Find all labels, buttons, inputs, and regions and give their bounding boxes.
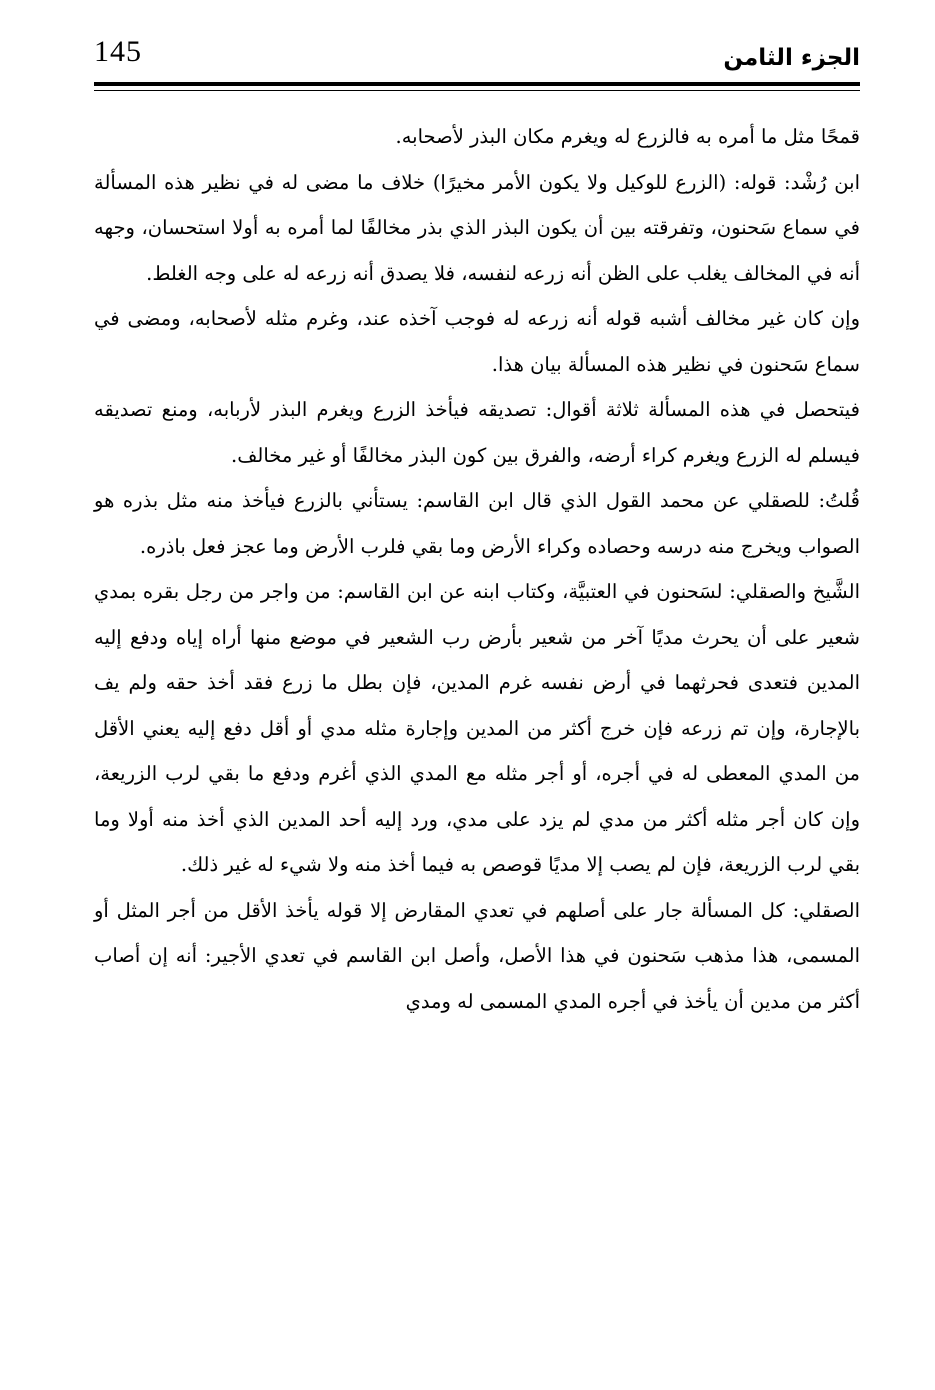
running-title: الجزء الثامن: [723, 45, 860, 71]
paragraph: الشَّيخ والصقلي: لسَحنون في العتبيَّة، وكتاب ابنه عن ابن القاسم: من واجر من رجل بقره بمدي شعير على أن يحرث مديًا آخر من شعير بأرض رب الشعير في موضع منها أراه إياه ودفع إليه المدين فتعدى فحرثهما في أرض نفسه غرم المدين، فإن بطل ما زرع فقد أخذ حقه ولم يف بالإجارة، وإن تم زرعه فإن خرج أكثر من المدين وإجارة مثله مدي أو أقل دفع إليه يعني الأقل من المدي المعطى له في أجره، أو أجر مثله مع المدي الذي أغرم ودفع ما بقي لرب الزريعة، وإن كان أجر مثله أكثر من مدي لم يزد على مدي، ورد إليه أحد المدين الذي أخذ منه أولا وما بقي لرب الزريعة، فإن لم يصب إلا مديًا قوصص به فيما أخذ منه ولا شيء له غير ذلك.: [94, 580, 860, 876]
page-number: 145: [94, 35, 142, 68]
paragraph: فيتحصل في هذه المسألة ثلاثة أقوال: تصديقه فيأخذ الزرع ويغرم البذر لأربابه، ومنع تصديقه فيسلم له الزرع ويغرم كراء أرضه، والفرق بين كون البذر مخالفًا أو غير مخالف.: [94, 398, 860, 467]
body-text: [94, 114, 860, 1024]
paragraph: قمحًا مثل ما أمره به فالزرع له ويغرم مكان البذر لأصحابه.: [395, 125, 860, 148]
paragraph: ابن رُشْد: قوله: (الزرع للوكيل ولا يكون الأمر مخيرًا) خلاف ما مضى له في نظير هذه المسألة في سماع سَحنون، وتفرقته بين أن يكون البذر الذي بذر مخالفًا لما أمره به أولا استحسان، وجهه أنه في المخالف يغلب على الظن أنه زرعه لنفسه، فلا يصدق أنه زرعه له على وجه الغلط.: [94, 170, 860, 285]
paragraph: الصقلي: كل المسألة جار على أصلهم في تعدي المقارض إلا قوله يأخذ الأقل من أجر المثل أو المسمى، هذا مذهب سَحنون في هذا الأصل، وأصل ابن القاسم في تعدي الأجير: أنه إن أصاب أكثر من مدين أن يأخذ في أجره المدي المسمى له ومدي: [94, 898, 860, 1013]
header-rule-thin: [94, 90, 860, 91]
header-rule-thick: [94, 82, 860, 86]
paragraph: وإن كان غير مخالف أشبه قوله أنه زرعه له فوجب آخذه عند، وغرم مثله لأصحابه، ومضى في سماع سَحنون في نظير هذه المسألة بيان هذا.: [94, 307, 860, 376]
paragraph: قُلتُ: للصقلي عن محمد القول الذي قال ابن القاسم: يستأني بالزرع فيأخذ منه مثل بذره هو الصواب ويخرج منه درسه وحصاده وكراء الأرض وما بقي فلرب الأرض وما عجز فعل باذره.: [94, 489, 860, 558]
page-header: [94, 28, 860, 98]
